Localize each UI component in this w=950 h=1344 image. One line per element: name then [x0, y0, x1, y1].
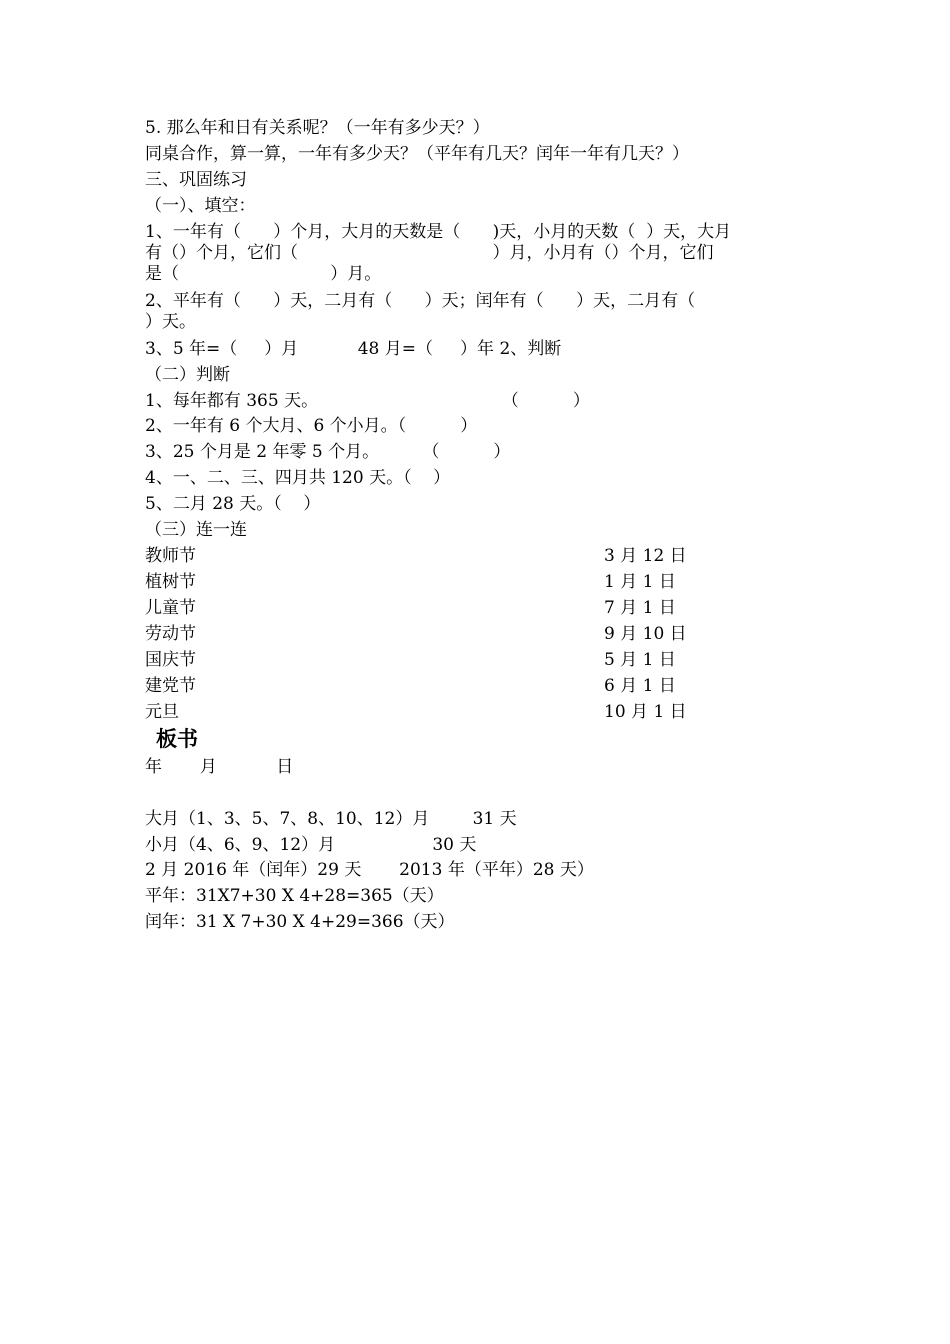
date-item: 1 月 1 日 [604, 572, 676, 592]
holiday-item: 植树节 [145, 572, 196, 592]
holiday-item: 国庆节 [145, 650, 196, 670]
board-line-february: 2 月 2016 年（闰年）29 天 2013 年（平年）28 天） [145, 860, 594, 880]
fill-blank-3: 3、5 年=（ ）月 48 月=（ ）年 2、判断 [145, 339, 562, 359]
date-item: 5 月 1 日 [604, 650, 676, 670]
board-line-big-month: 大月（1、3、5、7、8、10、12）月 31 天 [145, 809, 517, 829]
date-item: 10 月 1 日 [604, 702, 687, 722]
fill-blank-1-line-2: 有（）个月，它们（ ）月，小月有（）个月，它们 [145, 243, 714, 263]
fill-blank-1-line-3: 是（ ）月。 [145, 264, 382, 284]
fill-blank-heading: （一）、填空： [145, 196, 256, 216]
board-line-common-year: 平年：31X7+30 X 4+28=365（天） [145, 886, 444, 906]
judge-item-5: 5、二月 28 天。（ ） [145, 494, 321, 514]
holiday-item: 教师节 [145, 546, 196, 566]
judge-item-3: 3、25 个月是 2 年零 5 个月。 （ ） [145, 442, 511, 462]
pair-work-instruction: 同桌合作，算一算，一年有多少天？（平年有几天？闰年一年有几天？） [145, 144, 689, 164]
board-line-small-month: 小月（4、6、9、12）月 30 天 [145, 835, 477, 855]
holiday-item: 劳动节 [145, 624, 196, 644]
judge-item-1: 1、每年都有 365 天。 （ ） [145, 391, 590, 411]
holiday-item: 儿童节 [145, 598, 196, 618]
board-line-leap-year: 闰年：31 X 7+30 X 4+29=366（天） [145, 912, 455, 932]
holiday-item: 建党节 [145, 676, 196, 696]
date-item: 3 月 12 日 [604, 546, 687, 566]
board-line-units: 年 月 日 [145, 757, 294, 777]
fill-blank-2-line-1: 2、平年有（ ）天，二月有（ ）天；闰年有（ ）天，二月有（ [145, 291, 696, 311]
judge-heading: （二）判断 [145, 365, 230, 385]
date-item: 9 月 10 日 [604, 624, 687, 644]
judge-item-4: 4、一、二、三、四月共 120 天。（ ） [145, 468, 451, 488]
date-item: 6 月 1 日 [604, 676, 676, 696]
match-heading: （三）连一连 [145, 520, 247, 540]
board-title: 板书 [156, 727, 198, 751]
holiday-item: 元旦 [145, 702, 179, 722]
question-5: 5. 那么年和日有关系呢？（一年有多少天？） [145, 118, 490, 138]
fill-blank-2-line-2: ）天。 [145, 312, 196, 332]
fill-blank-1-line-1: 1、一年有（ ）个月，大月的天数是（ )天，小月的天数（ ）天，大月 [145, 222, 732, 242]
judge-item-2: 2、一年有 6 个大月、6 个小月。（ ） [145, 416, 478, 436]
section-3-heading: 三、巩固练习 [145, 170, 247, 190]
date-item: 7 月 1 日 [604, 598, 676, 618]
